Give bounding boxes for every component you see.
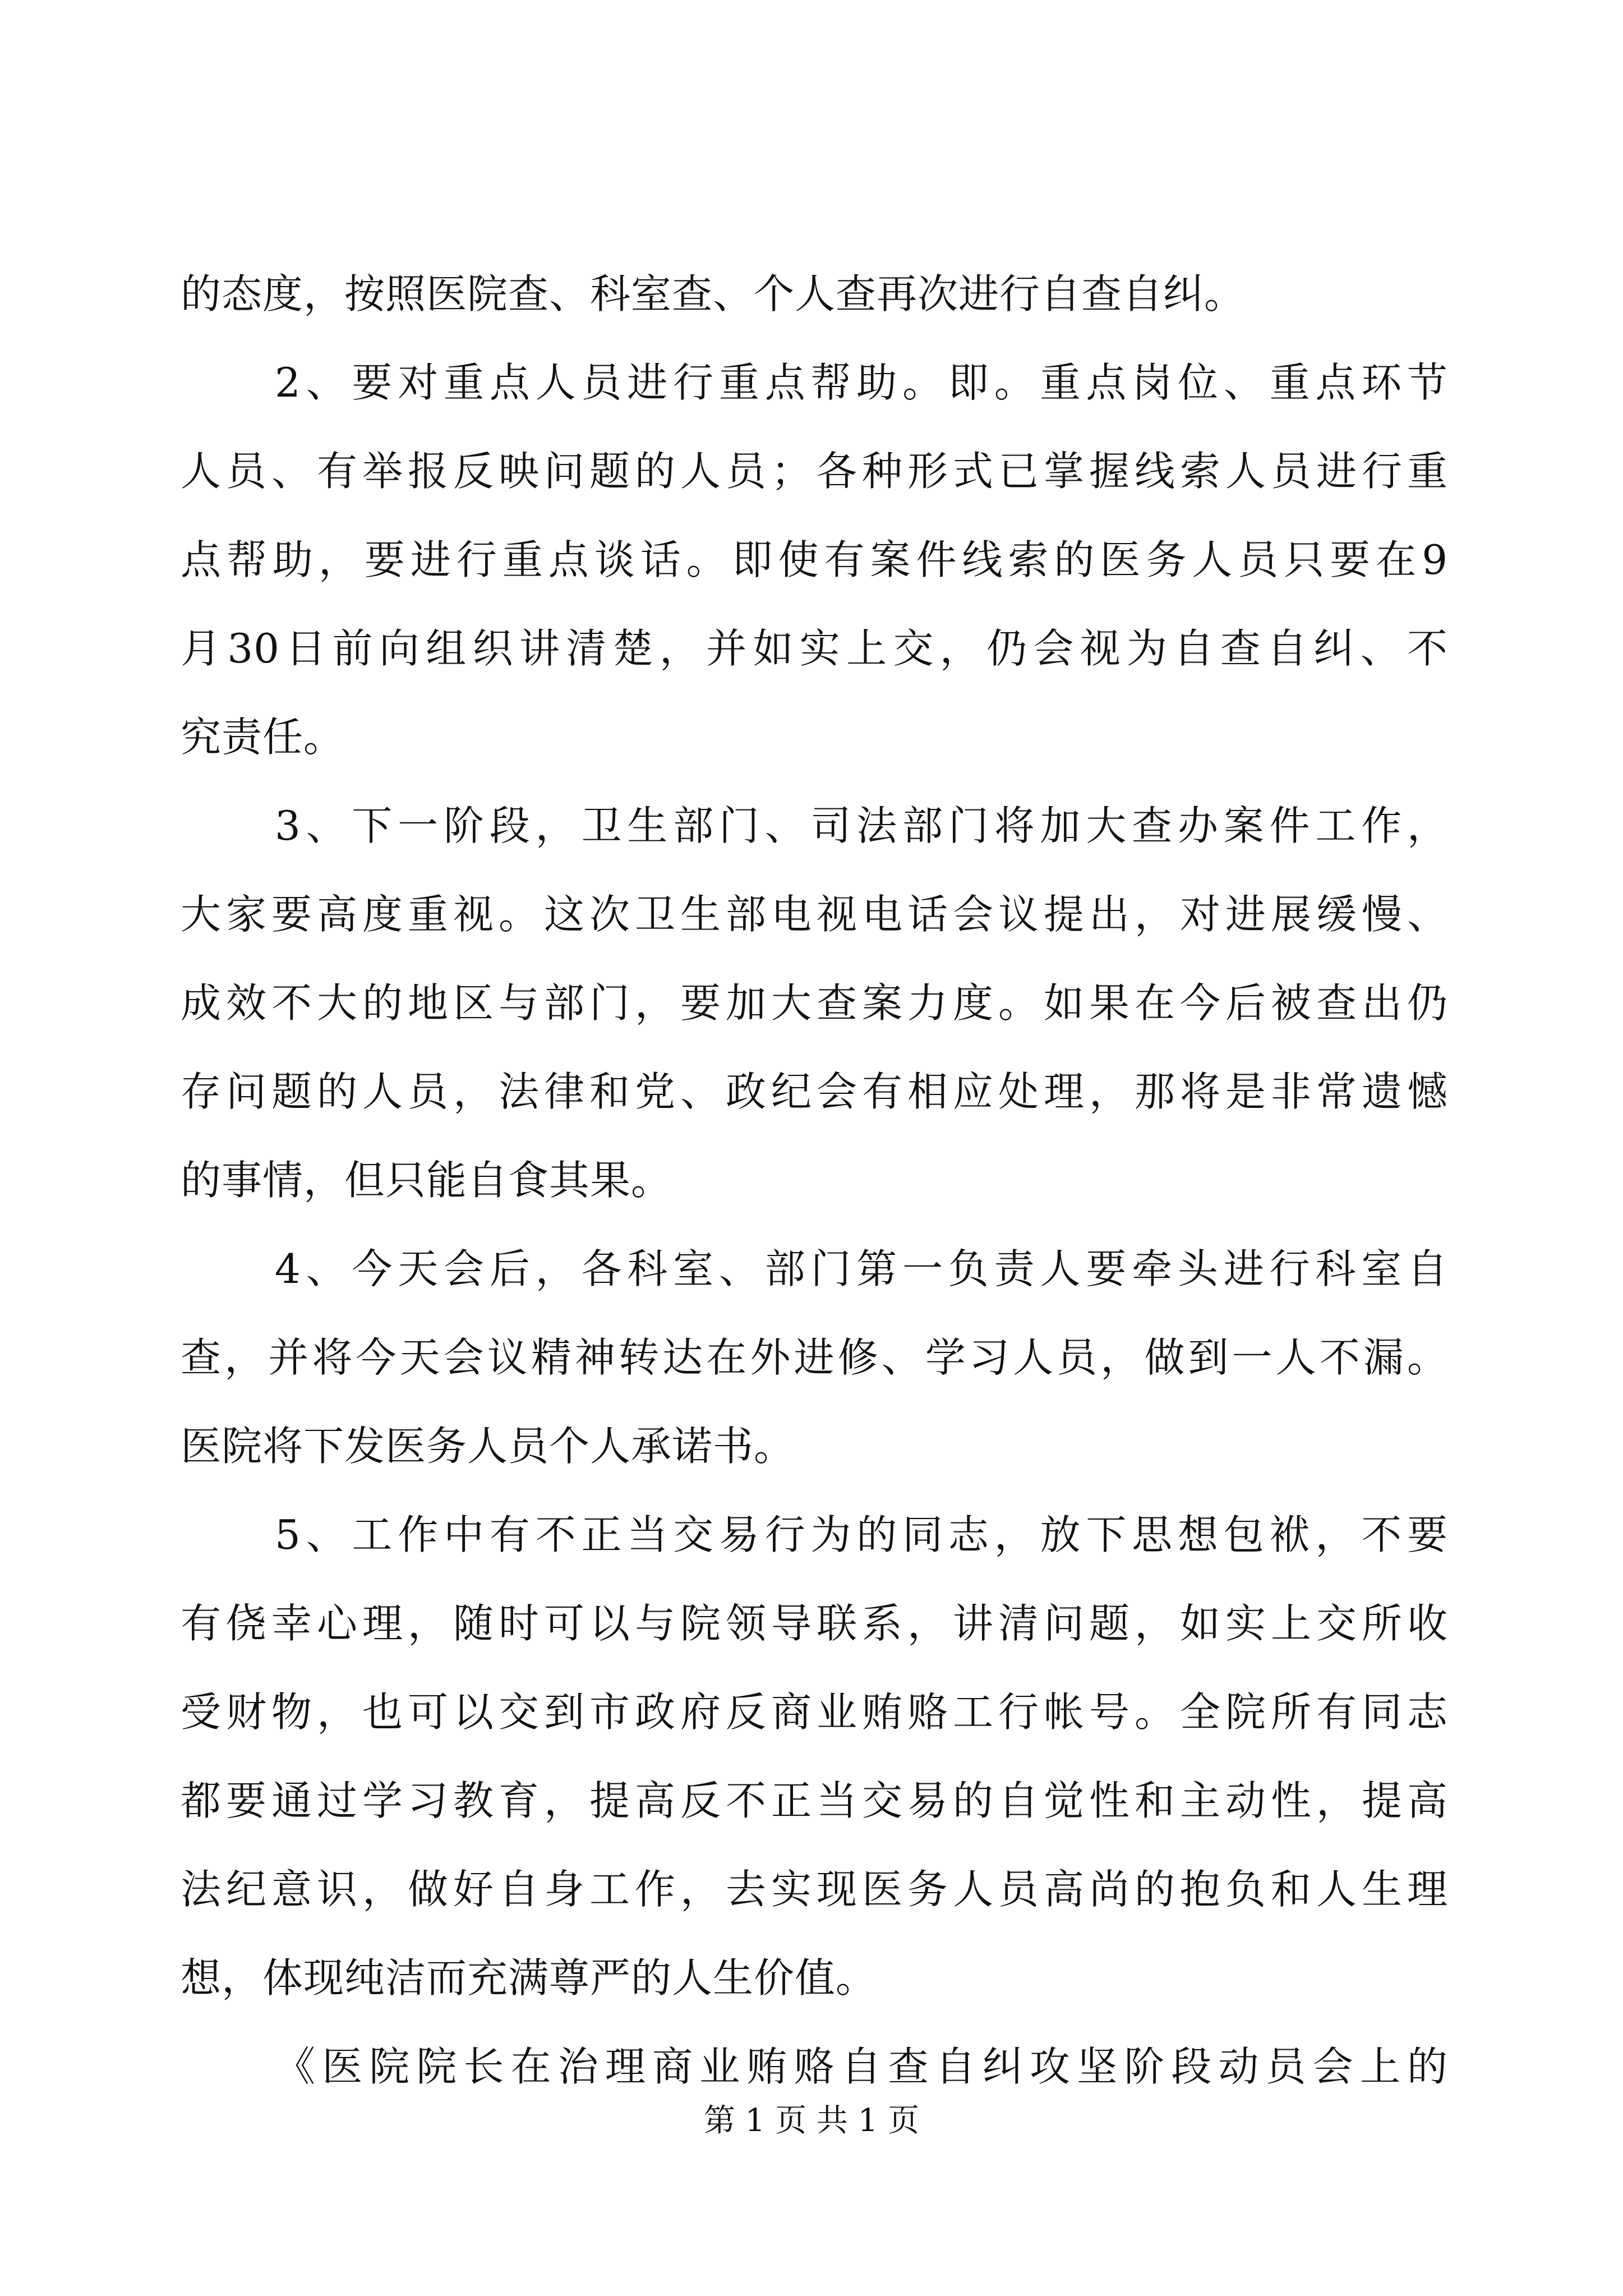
text-line: 存问题的人员，法律和党、政纪会有相应处理，那将是非常遗憾 xyxy=(181,1068,1448,1115)
document-body xyxy=(181,250,1448,2111)
text-line: 点帮助，要进行重点谈话。即使有案件线索的医务人员只要在9 xyxy=(181,536,1448,583)
text-line: 成效不大的地区与部门，要加大查案力度。如果在今后被查出仍 xyxy=(181,979,1448,1027)
text-line: 的事情，但只能自食其果。 xyxy=(181,1157,672,1204)
text-line: 的态度，按照医院查、科室查、个人查再次进行自查自纠。 xyxy=(181,270,1246,318)
text-line: 查，并将今天会议精神转达在外进修、学习人员，做到一人不漏。 xyxy=(181,1334,1448,1381)
page-number-footer: 第 1 页 共 1 页 xyxy=(703,2102,920,2139)
text-line: 3、下一阶段，卫生部门、司法部门将加大查办案件工作， xyxy=(275,802,1448,849)
text-line: 医院将下发医务人员个人承诺书。 xyxy=(181,1423,795,1470)
text-line: 4、今天会后，各科室、部门第一负责人要牵头进行科室自 xyxy=(275,1245,1448,1292)
text-line: 《医院院长在治理商业贿赂自查自纠攻坚阶段动员会上的 xyxy=(275,2043,1448,2090)
text-line: 2、要对重点人员进行重点帮助。即。重点岗位、重点环节 xyxy=(275,359,1448,406)
text-line: 都要通过学习教育，提高反不正当交易的自觉性和主动性，提高 xyxy=(181,1777,1448,1824)
text-line: 5、工作中有不正当交易行为的同志，放下思想包袱，不要 xyxy=(275,1511,1448,1558)
text-line: 想，体现纯洁而充满尊严的人生价值。 xyxy=(181,1954,877,2001)
text-line: 究责任。 xyxy=(181,714,345,761)
text-line: 大家要高度重视。这次卫生部电视电话会议提出，对进展缓慢、 xyxy=(181,891,1448,938)
text-line: 法纪意识，做好自身工作，去实现医务人员高尚的抱负和人生理 xyxy=(181,1866,1448,1913)
text-line: 有侥幸心理，随时可以与院领导联系，讲清问题，如实上交所收 xyxy=(181,1600,1448,1647)
text-line: 人员、有举报反映问题的人员；各种形式已掌握线索人员进行重 xyxy=(181,448,1448,495)
text-line: 月30日前向组织讲清楚，并如实上交，仍会视为自查自纠、不 xyxy=(181,625,1448,672)
text-line: 受财物，也可以交到市政府反商业贿赂工行帐号。全院所有同志 xyxy=(181,1688,1448,1736)
